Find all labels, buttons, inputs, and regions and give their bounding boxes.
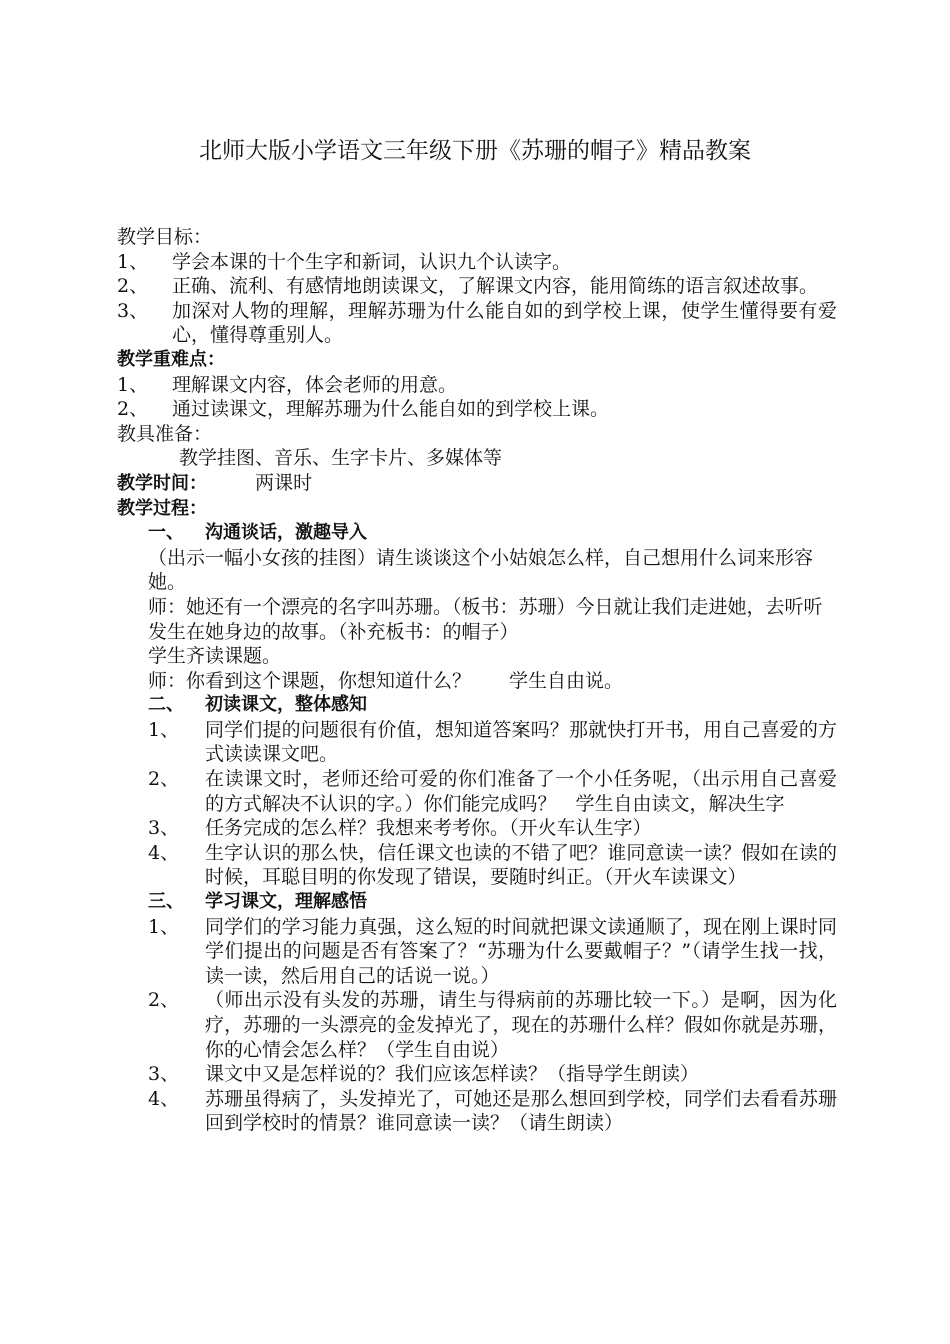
step-text: 在读课文时，老师还给可爱的你们准备了一个小任务呢，（出示用自己喜爱的方式解决不认识的字。）你们能完成吗？ 学生自由读文，解决生字 — [205, 768, 837, 815]
section-heading — [148, 890, 837, 915]
keypoints-heading: 教学重难点： — [117, 348, 225, 370]
step-text: 同学们的学习能力真强，这么短的时间就把课文读通顺了，现在刚上课时同学们提出的问题是否有答案了？“苏珊为什么要戴帽子？”（请学生找一找，读一读，然后用自己的话说一说。） — [205, 915, 837, 987]
section-number: 二、 — [148, 694, 184, 716]
objective-number: 2、 — [117, 275, 149, 298]
objective-item — [117, 299, 837, 348]
keypoint-item — [117, 397, 837, 422]
step-number: 1、 — [148, 718, 180, 741]
section-paragraph: 师：你看到这个课题，你想知道什么？ 学生自由说。 — [148, 669, 624, 692]
step-number: 4、 — [148, 1087, 180, 1110]
section-number: 一、 — [148, 522, 184, 544]
step-number: 2、 — [148, 768, 180, 791]
step-text: 苏珊虽得病了，头发掉光了，可她还是那么想回到学校，同学们去看看苏珊回到学校时的情景？谁同意读一读？（请生朗读） — [205, 1087, 837, 1135]
step-item — [148, 1087, 837, 1136]
document-title: 北师大版小学语文三年级下册《苏珊的帽子》精品教案 — [199, 138, 751, 164]
objective-text: 加深对人物的理解，理解苏珊为什么能自如的到学校上课，使学生懂得要有爱心，懂得尊重别人。 — [172, 299, 837, 347]
section-paragraph: （出示一幅小女孩的挂图）请生谈谈这个小姑娘怎么样，自己想用什么词来形容她。 — [148, 546, 814, 594]
step-item — [148, 988, 837, 1062]
step-text: （师出示没有头发的苏珊，请生与得病前的苏珊比较一下。）是啊，因为化疗，苏珊的一头漂亮的金发掉光了，现在的苏珊什么样？假如你就是苏珊，你的心情会怎么样？（学生自由说） — [205, 989, 837, 1061]
section-title: 沟通谈话，激趣导入 — [205, 522, 367, 544]
keypoint-text: 理解课文内容，体会老师的用意。 — [172, 373, 458, 396]
objective-item — [117, 274, 837, 299]
step-number: 3、 — [148, 1063, 180, 1086]
section-paragraph: 学生齐读课题。 — [148, 645, 282, 668]
step-item — [148, 915, 837, 989]
step-item — [148, 1062, 837, 1087]
step-text: 生字认识的那么快，信任课文也读的不错了吧？谁同意读一读？假如在读的时候，耳聪目明的你发现了错误，要随时纠正。（开火车读课文） — [205, 841, 837, 889]
objective-number: 1、 — [117, 250, 149, 273]
step-number: 1、 — [148, 915, 180, 938]
tools-heading: 教具准备： — [117, 422, 213, 445]
step-number: 3、 — [148, 817, 180, 840]
time-value: 两课时 — [255, 471, 313, 494]
section-number: 三、 — [148, 891, 184, 913]
step-text: 课文中又是怎样说的？我们应该怎样读？（指导学生朗读） — [205, 1063, 700, 1086]
objective-text: 正确、流利、有感情地朗读课文，了解课文内容，能用简练的语言叙述故事。 — [172, 275, 819, 298]
time-row — [117, 471, 837, 497]
step-item — [148, 816, 837, 841]
objective-text: 学会本课的十个生字和新词，认识九个认读字。 — [172, 250, 572, 273]
objectives-heading: 教学目标： — [117, 226, 213, 248]
section-paragraph: 师：她还有一个漂亮的名字叫苏珊。（板书：苏珊）今日就让我们走进她，去听听发生在她身边的故事。（补充板书：的帽子） — [148, 595, 823, 643]
section-title: 初读课文，整体感知 — [205, 694, 367, 716]
step-item — [148, 718, 837, 767]
step-item — [148, 767, 837, 816]
keypoint-number: 1、 — [117, 373, 149, 396]
step-number: 2、 — [148, 989, 180, 1012]
process-heading: 教学过程： — [117, 497, 207, 519]
step-item — [148, 841, 837, 890]
step-text: 同学们提的问题很有价值，想知道答案吗？那就快打开书，用自己喜爱的方式读读课文吧。 — [205, 718, 837, 766]
document-body — [117, 225, 837, 1136]
time-heading: 教学时间： — [117, 472, 207, 494]
tools-text: 教学挂图、音乐、生字卡片、多媒体等 — [179, 447, 503, 470]
objective-item — [117, 250, 837, 275]
keypoint-text: 通过读课文，理解苏珊为什么能自如的到学校上课。 — [172, 398, 610, 421]
objective-number: 3、 — [117, 299, 149, 322]
section-title: 学习课文，理解感悟 — [205, 891, 367, 913]
step-number: 4、 — [148, 841, 180, 864]
section-heading — [148, 693, 837, 718]
step-text: 任务完成的怎么样？我想来考考你。（开火车认生字） — [205, 817, 652, 840]
keypoint-item — [117, 373, 837, 398]
section-heading — [148, 521, 837, 546]
keypoint-number: 2、 — [117, 398, 149, 421]
